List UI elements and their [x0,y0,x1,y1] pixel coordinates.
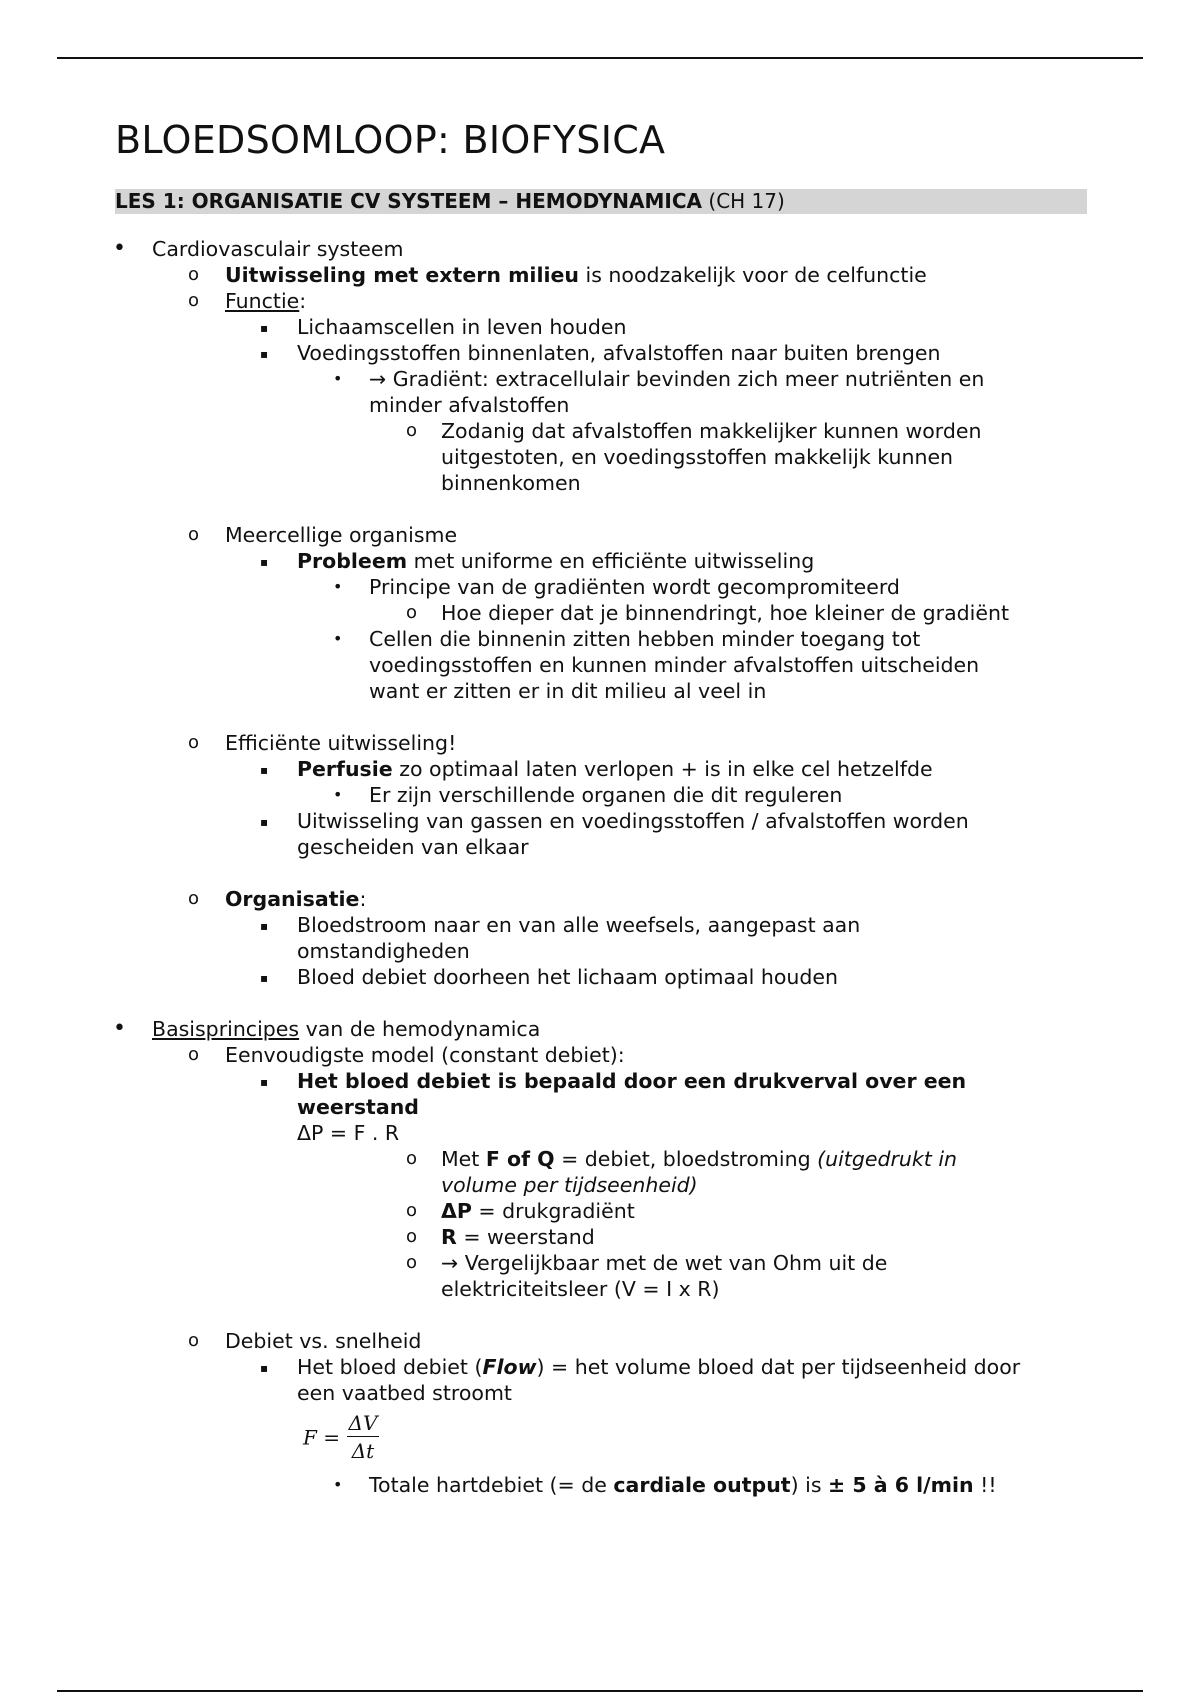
list-item-text: minder afvalstoffen [369,393,570,417]
list-item-continuation [0,444,1200,470]
circle-marker: o [406,1226,418,1247]
bullet-marker: • [333,1475,343,1494]
list-item-text: Met F of Q = debiet, bloedstroming (uitgedrukt in [441,1147,958,1171]
list-item [0,262,1200,288]
list-item-text: volume per tijdseenheid) [441,1173,698,1197]
formula-numerator: ΔV [348,1411,378,1435]
list-item [0,886,1200,912]
list-item-continuation [0,1380,1200,1406]
list-item-text: ΔP = drukgradiënt [441,1199,635,1223]
square-marker: ▪ [260,919,269,933]
list-item-text: Efficiënte uitwisseling! [225,731,457,755]
square-marker: ▪ [260,555,269,569]
list-item [0,418,1200,444]
list-item [0,548,1200,574]
top-rule [57,57,1143,59]
equation-line [0,1120,1200,1146]
spacer [0,496,1200,522]
list-item-continuation [0,1172,1200,1198]
list-item-text: Lichaamscellen in leven houden [297,315,627,339]
list-item-continuation [0,1276,1200,1302]
list-item-text: R = weerstand [441,1225,595,1249]
list-item [0,808,1200,834]
square-marker: ▪ [260,347,269,361]
list-item-text: Bloedstroom naar en van alle weefsels, aangepast aan [297,913,861,937]
circle-marker: o [188,1044,200,1065]
list-item-text: binnenkomen [441,471,581,495]
list-item [0,1042,1200,1068]
list-item [0,730,1200,756]
circle-marker: o [188,1330,200,1351]
formula-lhs: F = [303,1425,340,1450]
list-item-text: gescheiden van elkaar [297,835,529,859]
spacer [0,990,1200,1016]
list-item-text: → Gradiënt: extracellulair bevinden zich meer nutriënten en [369,367,985,391]
list-item [0,1016,1200,1042]
spacer [0,860,1200,886]
square-marker: ▪ [260,763,269,777]
list-item-text: Eenvoudigste model (constant debiet): [225,1043,625,1067]
list-item [0,1328,1200,1354]
list-item-text: Zodanig dat afvalstoffen makkelijker kunnen worden [441,419,982,443]
list-item [0,574,1200,600]
bullet-marker: • [333,629,343,648]
circle-marker: o [188,264,200,285]
list-item-text: → Vergelijkbaar met de wet van Ohm uit de [441,1251,888,1275]
list-item-text: Debiet vs. snelheid [225,1329,422,1353]
list-item-continuation [0,1094,1200,1120]
circle-marker: o [406,602,418,623]
bullet-marker: • [333,577,343,596]
bullet-marker: • [113,236,126,261]
list-item-text: Bloed debiet doorheen het lichaam optimaal houden [297,965,838,989]
circle-marker: o [188,888,200,909]
bullet-marker: • [333,369,343,388]
lesson-heading [115,189,1087,214]
circle-marker: o [406,420,418,441]
list-item-text: Voedingsstoffen binnenlaten, afvalstoffen naar buiten brengen [297,341,941,365]
circle-marker: o [406,1252,418,1273]
list-item [0,236,1200,262]
list-item-text: Hoe dieper dat je binnendringt, hoe kleiner de gradiënt [441,601,1010,625]
list-item [0,1472,1200,1498]
list-item [0,522,1200,548]
list-item-continuation [0,678,1200,704]
flow-formula [0,1410,1200,1472]
list-item-text: Functie: [225,289,307,313]
list-item-text: Cardiovasculair systeem [152,237,404,261]
formula-fraction [347,1410,380,1465]
lesson-heading-chapter: (CH 17) [702,189,785,213]
equation-text: ΔP = F . R [297,1121,400,1145]
list-item-text: Meercellige organisme [225,523,458,547]
list-item-continuation [0,652,1200,678]
square-marker: ▪ [260,1361,269,1375]
list-item [0,912,1200,938]
list-item-text: Uitwisseling met extern milieu is noodzakelijk voor de celfunctie [225,263,927,287]
list-item-continuation [0,938,1200,964]
list-item [0,756,1200,782]
bullet-marker: • [113,1016,126,1041]
circle-marker: o [188,524,200,545]
notes-body [0,236,1200,1498]
spacer [0,704,1200,730]
list-item-text: Er zijn verschillende organen die dit reguleren [369,783,843,807]
list-item [0,1354,1200,1380]
list-item-text: uitgestoten, en voedingsstoffen makkelijk kunnen [441,445,954,469]
list-item [0,314,1200,340]
square-marker: ▪ [260,815,269,829]
list-item-text: Organisatie: [225,887,367,911]
list-item-text: Cellen die binnenin zitten hebben minder toegang tot [369,627,921,651]
page-title: BLOEDSOMLOOP: BIOFYSICA [115,118,666,162]
list-item-text: elektriciteitsleer (V = I x R) [441,1277,720,1301]
list-item [0,1146,1200,1172]
list-item [0,600,1200,626]
list-item [0,1224,1200,1250]
list-item [0,782,1200,808]
list-item-text: omstandigheden [297,939,470,963]
circle-marker: o [188,732,200,753]
square-marker: ▪ [260,321,269,335]
list-item [0,964,1200,990]
list-item [0,1068,1200,1094]
spacer [0,1302,1200,1328]
circle-marker: o [188,290,200,311]
list-item-text: want er zitten er in dit milieu al veel in [369,679,767,703]
list-item-text: Het bloed debiet (Flow) = het volume bloed dat per tijdseenheid door [297,1355,1021,1379]
list-item-text: Het bloed debiet is bepaald door een drukverval over een [297,1069,967,1093]
bullet-marker: • [333,785,343,804]
list-item-text: voedingsstoffen en kunnen minder afvalstoffen uitscheiden [369,653,980,677]
list-item-continuation [0,834,1200,860]
lesson-heading-bold: LES 1: ORGANISATIE CV SYSTEEM – HEMODYNAMICA [115,189,703,213]
circle-marker: o [406,1200,418,1221]
bottom-rule [57,1690,1143,1692]
list-item [0,1198,1200,1224]
list-item [0,626,1200,652]
list-item [0,288,1200,314]
list-item [0,366,1200,392]
square-marker: ▪ [260,971,269,985]
list-item-text: Principe van de gradiënten wordt gecompromiteerd [369,575,900,599]
list-item-text: Basisprincipes van de hemodynamica [152,1017,541,1041]
list-item-text: Perfusie zo optimaal laten verlopen + is in elke cel hetzelfde [297,757,933,781]
list-item-text: Probleem met uniforme en efficiënte uitwisseling [297,549,815,573]
list-item-continuation [0,392,1200,418]
list-item-text: een vaatbed stroomt [297,1381,512,1405]
list-item-text: weerstand [297,1095,419,1119]
list-item-continuation [0,470,1200,496]
list-item-text: Uitwisseling van gassen en voedingsstoffen / afvalstoffen worden [297,809,969,833]
list-item [0,1250,1200,1276]
formula-denominator: Δt [351,1439,375,1463]
square-marker: ▪ [260,1075,269,1089]
list-item-text: Totale hartdebiet (= de cardiale output) is ± 5 à 6 l/min !! [369,1473,997,1497]
circle-marker: o [406,1148,418,1169]
list-item [0,340,1200,366]
